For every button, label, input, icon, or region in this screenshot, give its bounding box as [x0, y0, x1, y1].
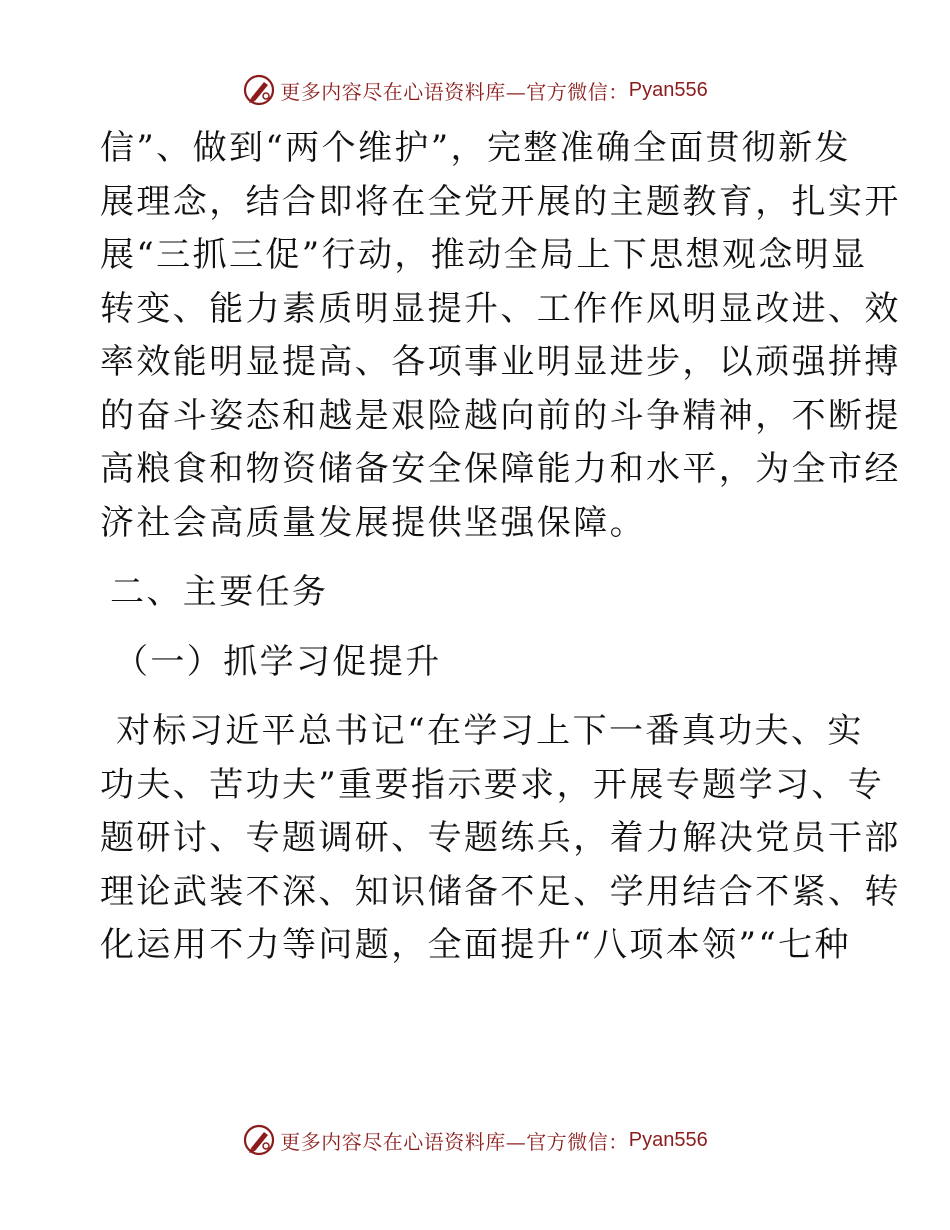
banner-text: 更多内容尽在心语资料库—官方微信： [280, 1129, 629, 1154]
text-line: 展“三抓三促”行动，推动全局上下思想观念明显 [100, 235, 868, 275]
banner-text: 更多内容尽在心语资料库—官方微信： [280, 79, 629, 104]
text-line: 转变、能力素质明显提升、工作作风明显改进、效 [100, 288, 901, 329]
text-line: 济社会高质量发展提供坚强保障。 [100, 502, 646, 543]
subsection-heading [100, 636, 850, 690]
subsection-heading-text: （一）抓学习促提升 [114, 641, 442, 682]
document-body [100, 122, 901, 973]
text-line: 信”、做到“两个维护”，完整准确全面贯彻新发 [100, 128, 851, 168]
text-line: 高粮食和物资储备安全保障能力和水平，为全市经 [100, 449, 901, 489]
text-line: 的奋斗姿态和越是艰险越向前的斗争精神，不断提 [100, 395, 901, 436]
section-heading [100, 566, 850, 620]
section-heading-text: 二、主要任务 [110, 572, 329, 612]
pen-logo-icon [242, 73, 276, 107]
paragraph-1 [100, 122, 901, 550]
banner-wechat-id: Pyan556 [628, 1128, 708, 1151]
text-line: 功夫、苦功夫”重要指示要求，开展专题学习、专 [100, 764, 885, 805]
paragraph-2 [100, 705, 901, 973]
header-banner [0, 70, 950, 110]
banner-wechat-id: Pyan556 [628, 78, 708, 101]
text-line: 率效能明显提高、各项事业明显进步，以顽强拼搏 [100, 342, 901, 382]
text-line: 化运用不力等问题，全面提升“八项本领”“七种 [100, 925, 851, 965]
text-line: 展理念，结合即将在全党开展的主题教育，扎实开 [100, 181, 901, 222]
text-line: 理论武装不深、知识储备不足、学用结合不紧、转 [100, 871, 901, 912]
footer-banner [0, 1120, 950, 1160]
text-line: 对标习近平总书记“在学习上下一番真功夫、实 [116, 711, 864, 751]
pen-logo-icon [242, 1123, 276, 1157]
text-line: 题研讨、专题调研、专题练兵，着力解决党员干部 [100, 818, 901, 858]
